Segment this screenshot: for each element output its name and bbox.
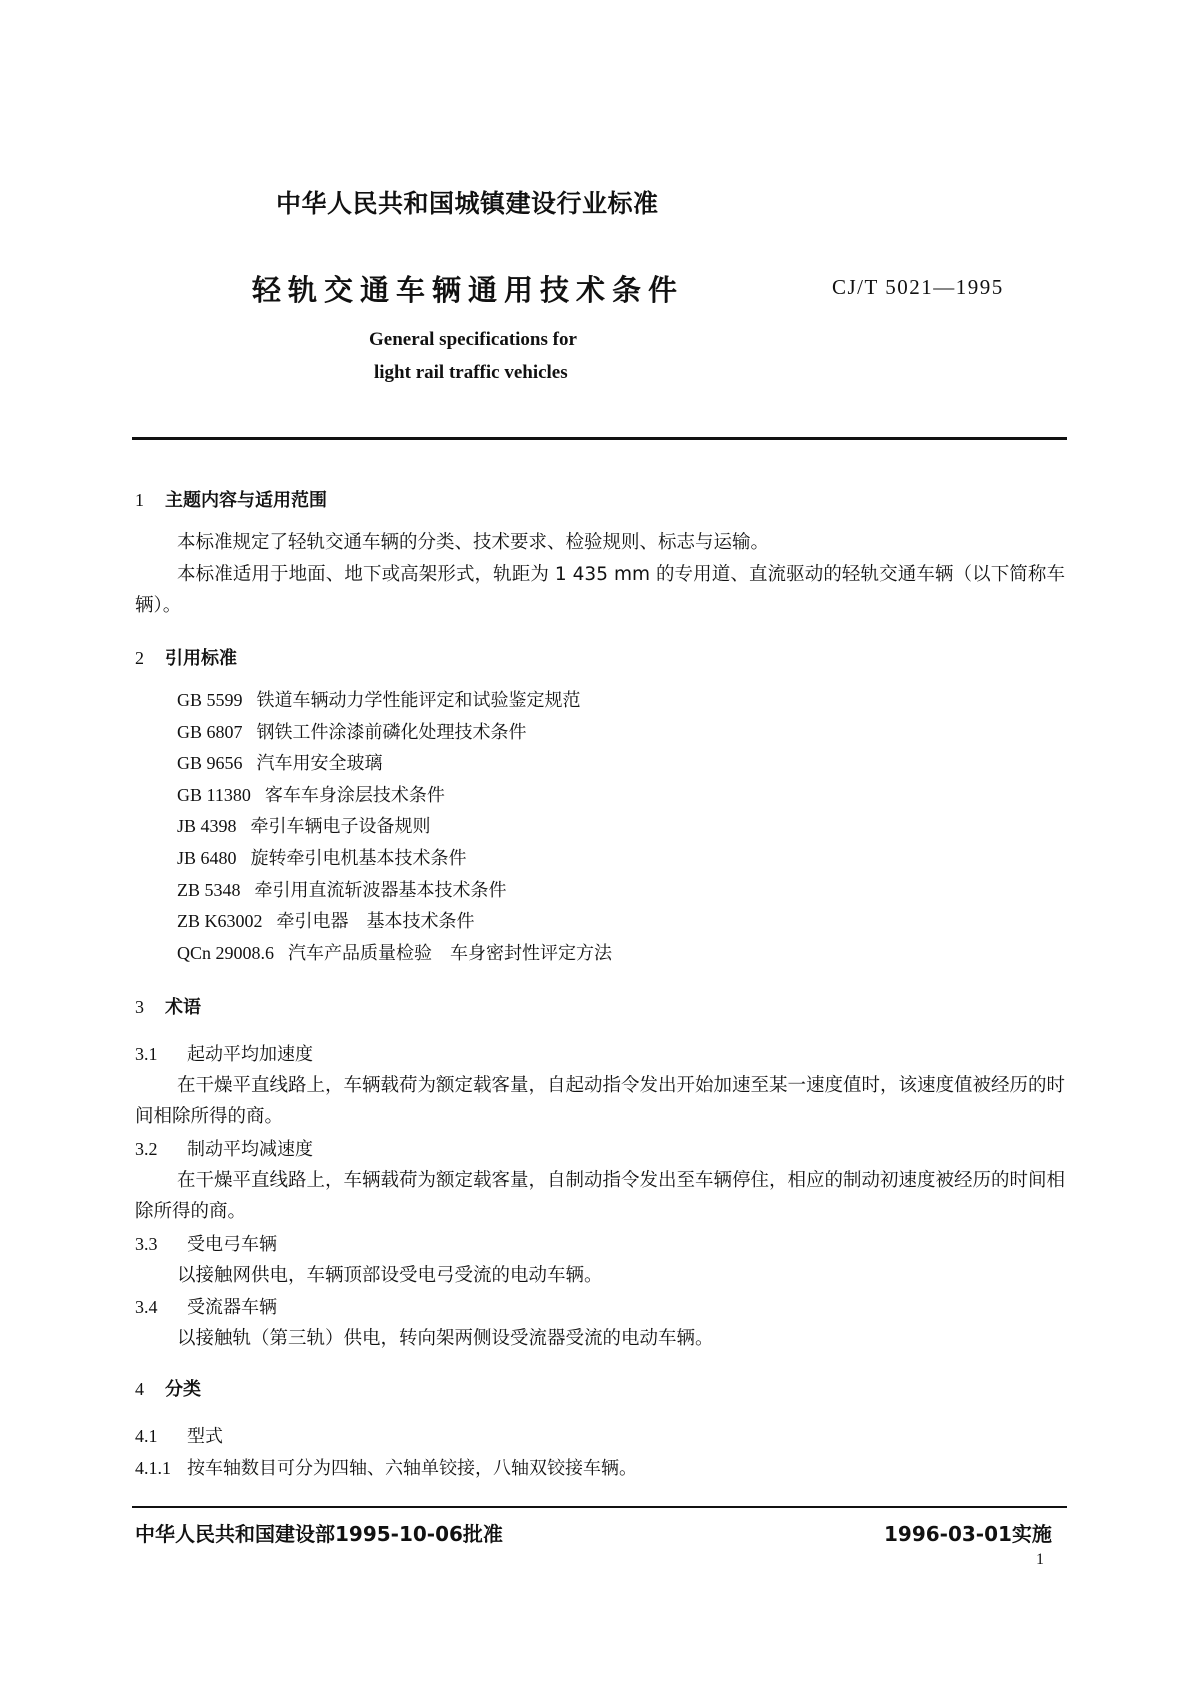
section-title: 引用标准: [165, 648, 237, 669]
clause-number: 4.1.1: [135, 1458, 171, 1478]
section-number: 1: [135, 490, 144, 510]
section-title: 术语: [165, 997, 201, 1018]
english-title-line-2: light rail traffic vehicles: [374, 362, 568, 383]
reference-code: JB 6480: [177, 848, 237, 868]
subsection-heading: [135, 1040, 313, 1066]
subsection-heading: [135, 1135, 313, 1161]
reference-item: [177, 844, 467, 870]
reference-item: [177, 939, 612, 965]
section-4-heading: [135, 1375, 201, 1401]
section-title: 分类: [165, 1379, 201, 1400]
subsection-heading: [135, 1422, 223, 1448]
reference-code: ZB K63002: [177, 911, 263, 932]
reference-title: 牵引用直流斩波器基本技术条件: [254, 879, 507, 901]
approval-date: 中华人民共和国建设部1995-10-06批准: [135, 1522, 503, 1546]
reference-title: 钢铁工件涂漆前磷化处理技术条件: [256, 721, 527, 743]
document-title: 轻轨交通车辆通用技术条件: [252, 273, 685, 307]
footer-divider: [132, 1506, 1067, 1508]
section-3-heading: [135, 993, 201, 1019]
reference-title: 牵引电器 基本技术条件: [276, 911, 475, 933]
reference-code: JB 4398: [177, 816, 237, 837]
reference-code: GB 11380: [177, 784, 251, 805]
paragraph: 在干燥平直线路上，车辆载荷为额定载客量，自制动指令发出至车辆停住，相应的制动初速度被经历的时间相除所得的商。: [135, 1170, 1066, 1222]
reference-title: 汽车用安全玻璃: [256, 753, 383, 775]
subsection-number: 3.4: [135, 1297, 158, 1317]
section-number: 3: [135, 997, 144, 1017]
section-title: 主题内容与适用范围: [165, 490, 327, 511]
subsection-title: 型式: [187, 1426, 223, 1447]
subsection-number: 3.3: [135, 1234, 158, 1254]
subsection-number: 3.2: [135, 1139, 158, 1159]
paragraph: 以接触轨（第三轨）供电，转向架两侧设受流器受流的电动车辆。: [177, 1328, 714, 1349]
reference-title: 牵引车辆电子设备规则: [250, 816, 431, 838]
subsection-title: 起动平均加速度: [187, 1044, 313, 1065]
subsection-heading: [135, 1293, 277, 1319]
clause-text: 按车轴数目可分为四轴、六轴单铰接，八轴双铰接车辆。: [187, 1458, 637, 1479]
reference-code: QCn 29008.6: [177, 942, 275, 963]
subsection-heading: [135, 1230, 277, 1256]
section-2-heading: [135, 644, 237, 670]
page-number: 1: [1036, 1551, 1044, 1568]
paragraph: 在干燥平直线路上，车辆载荷为额定载客量，自起动指令发出开始加速至某一速度值时，该速度值被经历的时间相除所得的商。: [135, 1075, 1066, 1127]
reference-item: [177, 812, 431, 838]
section-1-heading: [135, 486, 327, 512]
effective-date: 1996-03-01实施: [884, 1522, 1052, 1546]
paragraph: 以接触网供电，车辆顶部设受电弓受流的电动车辆。: [177, 1265, 603, 1286]
reference-item: [177, 749, 383, 775]
reference-item: [177, 718, 527, 744]
subsection-title: 受电弓车辆: [187, 1234, 277, 1255]
english-title-line-1: General specifications for: [369, 329, 577, 350]
subsection-number: 3.1: [135, 1044, 158, 1064]
header-divider: [132, 437, 1067, 440]
reference-code: GB 9656: [177, 753, 243, 774]
standard-code: CJ/T 5021—1995: [832, 275, 1004, 299]
subsection-title: 制动平均减速度: [187, 1139, 313, 1160]
issuing-organization: 中华人民共和国城镇建设行业标准: [276, 189, 659, 218]
reference-title: 汽车产品质量检验 车身密封性评定方法: [288, 942, 613, 964]
reference-item: [177, 876, 507, 902]
reference-code: GB 6807: [177, 721, 243, 742]
reference-code: GB 5599: [177, 690, 243, 710]
reference-title: 客车车身涂层技术条件: [264, 784, 445, 806]
clause: [135, 1454, 637, 1480]
section-number: 2: [135, 648, 144, 668]
reference-title: 旋转牵引电机基本技术条件: [250, 848, 467, 869]
paragraph: 本标准规定了轻轨交通车辆的分类、技术要求、检验规则、标志与运输。: [177, 532, 770, 553]
reference-item: [177, 907, 475, 933]
reference-code: ZB 5348: [177, 879, 241, 900]
subsection-title: 受流器车辆: [187, 1297, 277, 1318]
reference-item: [177, 781, 445, 807]
subsection-number: 4.1: [135, 1426, 158, 1446]
reference-item: [177, 686, 581, 712]
section-number: 4: [135, 1379, 144, 1399]
reference-title: 铁道车辆动力学性能评定和试验鉴定规范: [256, 690, 581, 711]
paragraph: 本标准适用于地面、地下或高架形式，轨距为 1 435 mm 的专用道、直流驱动的轻轨交通车辆（以下简称车辆）。: [135, 564, 1065, 616]
